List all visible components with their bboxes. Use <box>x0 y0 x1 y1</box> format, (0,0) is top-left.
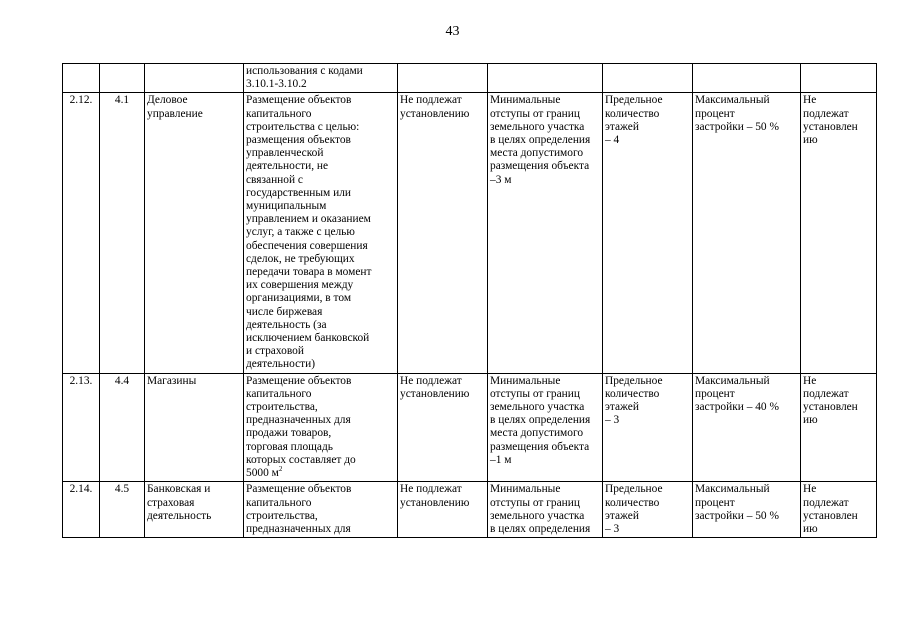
other-params-cell: Не подлежат установлен ию <box>801 93 877 373</box>
table-row <box>63 373 877 482</box>
floors-cell: Предельное количество этажей – 4 <box>603 93 693 373</box>
use-name-cell: Деловое управление <box>145 93 244 373</box>
code-cell: 4.1 <box>100 93 145 373</box>
code-cell: 4.5 <box>100 482 145 538</box>
description-cell: Размещение объектов капитального строительства, предназначенных для продажи товаров, торговая площадь которых составляет до 5000 $м^2$ <box>244 373 398 482</box>
area-limits-cell: Не подлежат установлению <box>398 482 488 538</box>
code-cell <box>100 64 145 93</box>
table-row <box>63 93 877 373</box>
code-cell: 4.4 <box>100 373 145 482</box>
coverage-cell <box>693 64 801 93</box>
floors-cell: Предельное количество этажей – 3 <box>603 373 693 482</box>
other-params-cell <box>801 64 877 93</box>
table-row <box>63 64 877 93</box>
floors-cell: Предельное количество этажей – 3 <box>603 482 693 538</box>
coverage-cell: Максимальный процент застройки – 40 % <box>693 373 801 482</box>
coverage-cell: Максимальный процент застройки – 50 % <box>693 93 801 373</box>
row-number-cell: 2.14. <box>63 482 100 538</box>
superscript: 2 <box>278 465 283 474</box>
setbacks-cell: Минимальные отступы от границ земельного участка в целях определения <box>488 482 603 538</box>
description-cell: использования с кодами 3.10.1-3.10.2 <box>244 64 398 93</box>
setbacks-cell: Минимальные отступы от границ земельного участка в целях определения места допустимого размещения объекта –3 м <box>488 93 603 373</box>
floors-cell <box>603 64 693 93</box>
setbacks-cell <box>488 64 603 93</box>
area-limits-cell <box>398 64 488 93</box>
table-row <box>63 482 877 538</box>
page-number: 43 <box>445 24 460 39</box>
row-number-cell: 2.12. <box>63 93 100 373</box>
use-name-cell <box>145 64 244 93</box>
use-name-cell: Банковская и страховая деятельность <box>145 482 244 538</box>
other-params-cell: Не подлежат установлен ию <box>801 482 877 538</box>
area-limits-cell: Не подлежат установлению <box>398 373 488 482</box>
area-limits-cell: Не подлежат установлению <box>398 93 488 373</box>
other-params-cell: Не подлежат установлен ию <box>801 373 877 482</box>
description-cell: Размещение объектов капитального строительства, предназначенных для <box>244 482 398 538</box>
row-number-cell: 2.13. <box>63 373 100 482</box>
use-name-cell: Магазины <box>145 373 244 482</box>
row-number-cell <box>63 64 100 93</box>
setbacks-cell: Минимальные отступы от границ земельного участка в целях определения места допустимого размещения объекта –1 м <box>488 373 603 482</box>
regulations-table <box>62 63 877 538</box>
coverage-cell: Максимальный процент застройки – 50 % <box>693 482 801 538</box>
description-cell: Размещение объектов капитального строительства с целью: размещения объектов управленческой деятельности, не связанной с государственным или муниципальным управлением и оказанием услуг, а также с целью обеспечения совершения сделок, не требующих передачи товара в момент их совершения между организациями, в том числе биржевая деятельность (за исключением банковской и страховой деятельности) <box>244 93 398 373</box>
